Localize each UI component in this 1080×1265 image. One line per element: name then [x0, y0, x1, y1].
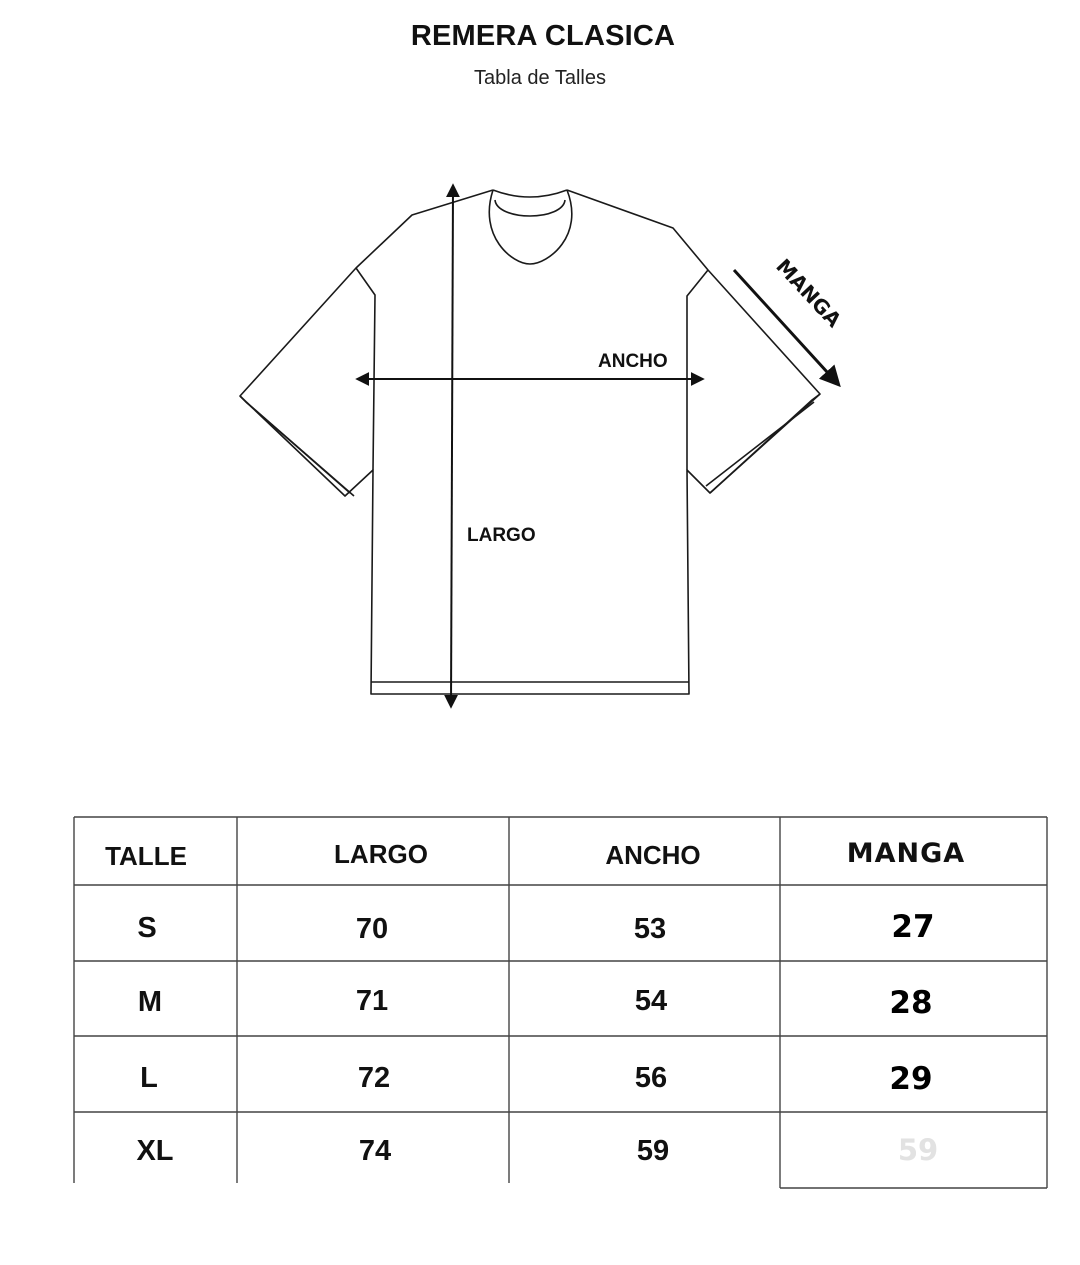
cell-manga: 59	[897, 1133, 939, 1167]
cell-largo: 70	[355, 913, 389, 945]
cell-talle: S	[137, 912, 157, 944]
table-row	[137, 909, 934, 945]
cell-ancho: 59	[636, 1135, 670, 1167]
cell-ancho: 56	[634, 1062, 668, 1094]
table-row	[138, 985, 933, 1021]
page-subtitle: Tabla de Talles	[474, 67, 606, 89]
cell-largo: 74	[358, 1135, 392, 1167]
cell-talle: XL	[136, 1135, 174, 1167]
manga-label: MANGA	[771, 254, 847, 332]
cell-largo: 71	[355, 985, 389, 1017]
table-header	[105, 838, 965, 871]
table-row	[136, 1133, 938, 1167]
page-title: REMERA CLASICA	[410, 20, 676, 52]
cell-manga: 28	[889, 985, 933, 1021]
cell-ancho: 54	[634, 985, 668, 1017]
cell-manga: 29	[889, 1061, 933, 1097]
cell-largo: 72	[357, 1062, 391, 1094]
ancho-label: ANCHO	[598, 351, 668, 372]
header-talle: TALLE	[105, 841, 187, 871]
cell-talle: M	[137, 986, 163, 1018]
header-largo: LARGO	[334, 839, 428, 869]
cell-talle: L	[140, 1062, 158, 1094]
header-ancho: ANCHO	[605, 840, 701, 870]
table-row	[140, 1061, 932, 1097]
largo-label: LARGO	[467, 525, 536, 546]
cell-ancho: 53	[633, 913, 667, 945]
header-manga: MANGA	[846, 838, 966, 869]
cell-manga: 27	[891, 909, 935, 945]
